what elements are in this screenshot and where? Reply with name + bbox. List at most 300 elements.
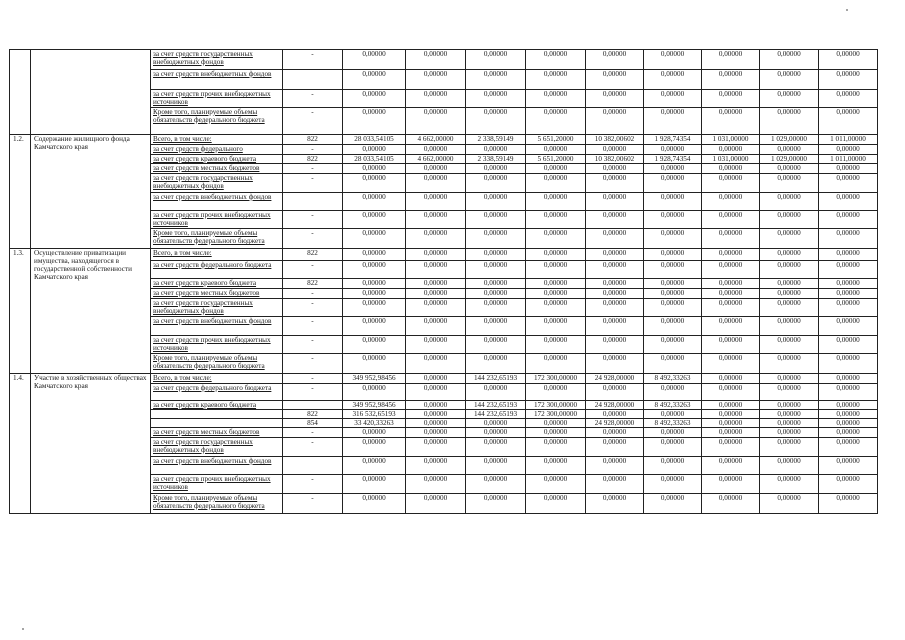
item-name: Содержание жилищного фонда Камчатского края	[31, 135, 151, 249]
amount-cell: 0,00000	[466, 317, 526, 336]
table-row	[10, 135, 878, 145]
funding-source: Кроме того, планируемые объемы обязательств федерального бюджета	[151, 494, 283, 514]
funding-source: за счет средств внебюджетных фондов	[151, 70, 283, 90]
amount-cell: 0,00000	[406, 90, 466, 108]
scan-speck	[846, 9, 848, 11]
amount-cell: 0,00000	[760, 438, 819, 457]
amount-cell: 0,00000	[702, 211, 760, 229]
funding-source: Кроме того, планируемые объемы обязательств федерального бюджета	[151, 108, 283, 135]
amount-cell: 0,00000	[760, 249, 819, 261]
amount-cell: 0,00000	[406, 50, 466, 70]
amount-cell: 0,00000	[406, 336, 466, 354]
amount-cell: 0,00000	[644, 494, 702, 514]
amount-cell: 0,00000	[406, 457, 466, 475]
amount-cell: 0,00000	[644, 384, 702, 401]
amount-cell: 1 928,74354	[644, 155, 702, 164]
funding-source: за счет средств местных бюджетов	[151, 428, 283, 438]
amount-cell: 0,00000	[586, 249, 644, 261]
amount-cell: 0,00000	[343, 438, 406, 457]
amount-cell: 0,00000	[586, 164, 644, 174]
amount-cell: 0,00000	[526, 299, 586, 317]
amount-cell: 0,00000	[466, 261, 526, 279]
amount-cell: 0,00000	[586, 494, 644, 514]
budget-code: -	[283, 374, 343, 384]
amount-cell: 0,00000	[819, 70, 878, 90]
amount-cell: 0,00000	[819, 174, 878, 193]
amount-cell: 0,00000	[466, 70, 526, 90]
amount-cell: 0,00000	[466, 289, 526, 299]
amount-cell: 0,00000	[702, 384, 760, 401]
amount-cell: 0,00000	[406, 317, 466, 336]
funding-source: за счет средств краевого бюджета	[151, 401, 283, 410]
amount-cell: 0,00000	[406, 401, 466, 410]
budget-code: -	[283, 261, 343, 279]
amount-cell: 0,00000	[343, 384, 406, 401]
amount-cell: 0,00000	[819, 475, 878, 494]
amount-cell: 0,00000	[343, 145, 406, 155]
amount-cell: 0,00000	[406, 374, 466, 384]
budget-code: -	[283, 336, 343, 354]
amount-cell: 0,00000	[760, 211, 819, 229]
amount-cell: 0,00000	[343, 90, 406, 108]
amount-cell: 1 928,74354	[644, 135, 702, 145]
amount-cell: 0,00000	[702, 317, 760, 336]
amount-cell: 0,00000	[526, 354, 586, 374]
budget-allocation-table	[9, 49, 878, 514]
amount-cell: 0,00000	[760, 384, 819, 401]
amount-cell: 0,00000	[760, 401, 819, 410]
amount-cell: 0,00000	[526, 145, 586, 155]
budget-code: 822	[283, 410, 343, 419]
budget-code: -	[283, 174, 343, 193]
funding-source: Кроме того, планируемые объемы обязательств федерального бюджета	[151, 354, 283, 374]
amount-cell: 144 232,65193	[466, 410, 526, 419]
amount-cell: 0,00000	[644, 289, 702, 299]
amount-cell: 0,00000	[760, 164, 819, 174]
budget-code	[283, 457, 343, 475]
amount-cell: 0,00000	[466, 428, 526, 438]
amount-cell: 0,00000	[586, 50, 644, 70]
amount-cell: 0,00000	[586, 457, 644, 475]
amount-cell: 1 011,00000	[819, 155, 878, 164]
budget-code: 822	[283, 155, 343, 164]
amount-cell: 0,00000	[760, 354, 819, 374]
amount-cell: 1 031,00000	[702, 135, 760, 145]
amount-cell: 4 662,00000	[406, 135, 466, 145]
amount-cell: 0,00000	[406, 354, 466, 374]
table-row	[10, 249, 878, 261]
amount-cell: 0,00000	[819, 419, 878, 428]
amount-cell: 0,00000	[702, 289, 760, 299]
amount-cell: 0,00000	[343, 289, 406, 299]
amount-cell: 28 033,54105	[343, 135, 406, 145]
budget-code: -	[283, 317, 343, 336]
amount-cell: 0,00000	[466, 164, 526, 174]
amount-cell: 1 029,00000	[760, 155, 819, 164]
amount-cell: 0,00000	[526, 419, 586, 428]
amount-cell: 0,00000	[819, 50, 878, 70]
amount-cell: 0,00000	[644, 428, 702, 438]
amount-cell: 0,00000	[644, 457, 702, 475]
funding-source: за счет средств прочих внебюджетных источников	[151, 336, 283, 354]
amount-cell: 0,00000	[760, 279, 819, 289]
amount-cell: 0,00000	[343, 164, 406, 174]
amount-cell: 0,00000	[644, 193, 702, 211]
amount-cell: 5 651,20000	[526, 135, 586, 145]
amount-cell: 4 662,00000	[406, 155, 466, 164]
table-row	[10, 374, 878, 384]
amount-cell: 0,00000	[466, 279, 526, 289]
amount-cell: 0,00000	[819, 317, 878, 336]
item-number: 1.3.	[10, 249, 31, 374]
budget-code: -	[283, 229, 343, 249]
funding-source: Всего, в том числе:	[151, 249, 283, 261]
amount-cell: 0,00000	[526, 317, 586, 336]
amount-cell: 0,00000	[760, 336, 819, 354]
amount-cell: 0,00000	[586, 193, 644, 211]
amount-cell: 0,00000	[466, 145, 526, 155]
amount-cell: 0,00000	[586, 384, 644, 401]
funding-source: за счет средств государственных внебюджетных фондов	[151, 299, 283, 317]
amount-cell: 0,00000	[702, 261, 760, 279]
amount-cell: 0,00000	[819, 249, 878, 261]
amount-cell: 0,00000	[526, 70, 586, 90]
amount-cell: 0,00000	[644, 174, 702, 193]
amount-cell: 0,00000	[644, 211, 702, 229]
amount-cell: 0,00000	[760, 475, 819, 494]
funding-source: за счет средств местных бюджетов	[151, 164, 283, 174]
amount-cell: 0,00000	[406, 494, 466, 514]
funding-source: за счет средств местных бюджетов	[151, 289, 283, 299]
amount-cell: 0,00000	[586, 70, 644, 90]
amount-cell: 0,00000	[343, 279, 406, 289]
funding-source: Всего, в том числе:	[151, 135, 283, 145]
amount-cell: 0,00000	[760, 174, 819, 193]
amount-cell: 0,00000	[702, 457, 760, 475]
amount-cell: 0,00000	[819, 428, 878, 438]
item-name: Осуществление приватизации имущества, находящегося в государственной собственности Камчатского края	[31, 249, 151, 374]
budget-code: -	[283, 354, 343, 374]
amount-cell: 0,00000	[644, 261, 702, 279]
amount-cell: 0,00000	[702, 108, 760, 135]
amount-cell: 2 338,59149	[466, 135, 526, 145]
amount-cell: 0,00000	[702, 374, 760, 384]
amount-cell: 0,00000	[586, 410, 644, 419]
amount-cell: 0,00000	[526, 229, 586, 249]
amount-cell: 0,00000	[586, 289, 644, 299]
amount-cell: 0,00000	[819, 211, 878, 229]
amount-cell: 0,00000	[343, 299, 406, 317]
amount-cell: 0,00000	[702, 475, 760, 494]
amount-cell: 0,00000	[760, 50, 819, 70]
amount-cell: 0,00000	[760, 70, 819, 90]
amount-cell: 0,00000	[702, 401, 760, 410]
amount-cell: 0,00000	[819, 374, 878, 384]
funding-source: Кроме того, планируемые объемы обязательств федерального бюджета	[151, 229, 283, 249]
amount-cell: 0,00000	[586, 336, 644, 354]
funding-source: за счет средств федерального бюджета	[151, 384, 283, 401]
budget-code: -	[283, 211, 343, 229]
amount-cell: 0,00000	[406, 475, 466, 494]
amount-cell: 0,00000	[466, 419, 526, 428]
amount-cell: 172 300,00000	[526, 374, 586, 384]
amount-cell: 0,00000	[819, 90, 878, 108]
budget-code	[283, 70, 343, 90]
amount-cell: 0,00000	[644, 145, 702, 155]
amount-cell: 0,00000	[586, 354, 644, 374]
funding-source: за счет средств государственных внебюджетных фондов	[151, 174, 283, 193]
amount-cell: 0,00000	[760, 108, 819, 135]
amount-cell: 0,00000	[466, 438, 526, 457]
amount-cell: 0,00000	[586, 428, 644, 438]
amount-cell: 0,00000	[466, 494, 526, 514]
amount-cell: 0,00000	[526, 249, 586, 261]
amount-cell: 349 952,98456	[343, 401, 406, 410]
amount-cell: 0,00000	[586, 211, 644, 229]
amount-cell: 144 232,65193	[466, 401, 526, 410]
amount-cell: 0,00000	[466, 384, 526, 401]
amount-cell: 0,00000	[819, 145, 878, 155]
funding-source	[151, 419, 283, 428]
amount-cell: 0,00000	[526, 261, 586, 279]
amount-cell: 0,00000	[343, 174, 406, 193]
amount-cell: 0,00000	[466, 336, 526, 354]
amount-cell: 0,00000	[526, 108, 586, 135]
amount-cell: 0,00000	[702, 279, 760, 289]
amount-cell: 0,00000	[760, 229, 819, 249]
amount-cell: 24 928,00000	[586, 401, 644, 410]
amount-cell: 144 232,65193	[466, 374, 526, 384]
amount-cell: 0,00000	[644, 354, 702, 374]
amount-cell: 0,00000	[644, 90, 702, 108]
budget-code: 822	[283, 135, 343, 145]
amount-cell: 0,00000	[819, 279, 878, 289]
funding-source: за счет средств государственных внебюджетных фондов	[151, 438, 283, 457]
amount-cell: 316 532,65193	[343, 410, 406, 419]
amount-cell: 0,00000	[526, 50, 586, 70]
amount-cell: 0,00000	[819, 289, 878, 299]
amount-cell: 0,00000	[526, 336, 586, 354]
amount-cell: 0,00000	[644, 249, 702, 261]
amount-cell: 0,00000	[819, 438, 878, 457]
funding-source	[151, 410, 283, 419]
amount-cell: 0,00000	[526, 90, 586, 108]
budget-code: 854	[283, 419, 343, 428]
amount-cell: 0,00000	[466, 50, 526, 70]
amount-cell: 0,00000	[819, 354, 878, 374]
amount-cell: 8 492,33263	[644, 374, 702, 384]
scan-speck	[22, 628, 24, 630]
budget-code: -	[283, 299, 343, 317]
amount-cell: 0,00000	[526, 457, 586, 475]
amount-cell: 0,00000	[343, 193, 406, 211]
amount-cell: 0,00000	[819, 164, 878, 174]
amount-cell: 0,00000	[644, 438, 702, 457]
amount-cell: 0,00000	[644, 279, 702, 289]
amount-cell: 8 492,33263	[644, 401, 702, 410]
amount-cell: 0,00000	[819, 229, 878, 249]
item-number: 1.4.	[10, 374, 31, 514]
amount-cell: 0,00000	[586, 90, 644, 108]
amount-cell: 0,00000	[702, 229, 760, 249]
amount-cell: 0,00000	[819, 299, 878, 317]
amount-cell: 0,00000	[760, 299, 819, 317]
amount-cell: 0,00000	[343, 428, 406, 438]
amount-cell: 0,00000	[406, 279, 466, 289]
amount-cell: 0,00000	[760, 289, 819, 299]
amount-cell: 0,00000	[526, 475, 586, 494]
amount-cell: 0,00000	[466, 90, 526, 108]
amount-cell: 0,00000	[526, 384, 586, 401]
amount-cell: 0,00000	[760, 90, 819, 108]
item-number: 1.2.	[10, 135, 31, 249]
amount-cell: 0,00000	[644, 70, 702, 90]
amount-cell: 10 382,00602	[586, 155, 644, 164]
budget-code: -	[283, 108, 343, 135]
funding-source: за счет средств государственных внебюджетных фондов	[151, 50, 283, 70]
amount-cell: 0,00000	[343, 354, 406, 374]
amount-cell: 0,00000	[466, 174, 526, 193]
budget-code: -	[283, 475, 343, 494]
funding-source: за счет средств прочих внебюджетных источников	[151, 475, 283, 494]
amount-cell: 0,00000	[702, 90, 760, 108]
amount-cell: 0,00000	[586, 229, 644, 249]
amount-cell: 0,00000	[702, 50, 760, 70]
item-name	[31, 50, 151, 135]
amount-cell: 0,00000	[526, 174, 586, 193]
amount-cell: 0,00000	[406, 438, 466, 457]
amount-cell: 0,00000	[702, 438, 760, 457]
amount-cell: 0,00000	[466, 193, 526, 211]
amount-cell: 0,00000	[819, 457, 878, 475]
amount-cell: 0,00000	[644, 229, 702, 249]
amount-cell: 0,00000	[343, 475, 406, 494]
amount-cell: 0,00000	[760, 428, 819, 438]
amount-cell: 0,00000	[702, 428, 760, 438]
amount-cell: 0,00000	[406, 211, 466, 229]
amount-cell: 1 011,00000	[819, 135, 878, 145]
amount-cell: 0,00000	[586, 475, 644, 494]
amount-cell: 24 928,00000	[586, 374, 644, 384]
amount-cell: 0,00000	[586, 279, 644, 289]
amount-cell: 0,00000	[819, 384, 878, 401]
budget-code: -	[283, 438, 343, 457]
amount-cell: 0,00000	[644, 108, 702, 135]
amount-cell: 0,00000	[406, 384, 466, 401]
amount-cell: 0,00000	[343, 457, 406, 475]
amount-cell: 0,00000	[586, 438, 644, 457]
amount-cell: 0,00000	[702, 70, 760, 90]
amount-cell: 0,00000	[644, 336, 702, 354]
amount-cell: 0,00000	[702, 164, 760, 174]
amount-cell: 0,00000	[702, 410, 760, 419]
amount-cell: 0,00000	[526, 494, 586, 514]
amount-cell: 0,00000	[343, 249, 406, 261]
amount-cell: 0,00000	[526, 428, 586, 438]
amount-cell: 0,00000	[702, 174, 760, 193]
amount-cell: 0,00000	[702, 336, 760, 354]
amount-cell: 0,00000	[526, 289, 586, 299]
amount-cell: 0,00000	[702, 249, 760, 261]
amount-cell: 0,00000	[406, 419, 466, 428]
amount-cell: 0,00000	[702, 494, 760, 514]
amount-cell: 0,00000	[760, 410, 819, 419]
amount-cell: 0,00000	[406, 108, 466, 135]
amount-cell: 172 300,00000	[526, 401, 586, 410]
amount-cell: 172 300,00000	[526, 410, 586, 419]
amount-cell: 0,00000	[526, 279, 586, 289]
amount-cell: 0,00000	[406, 249, 466, 261]
amount-cell: 0,00000	[406, 70, 466, 90]
budget-code: -	[283, 145, 343, 155]
budget-code	[283, 193, 343, 211]
amount-cell: 0,00000	[760, 494, 819, 514]
amount-cell: 2 338,59149	[466, 155, 526, 164]
amount-cell: 0,00000	[644, 299, 702, 317]
amount-cell: 0,00000	[466, 249, 526, 261]
amount-cell: 0,00000	[819, 261, 878, 279]
budget-code: -	[283, 164, 343, 174]
funding-source: за счет средств внебюджетных фондов	[151, 457, 283, 475]
amount-cell: 0,00000	[406, 289, 466, 299]
amount-cell: 1 029,00000	[760, 135, 819, 145]
amount-cell: 0,00000	[466, 229, 526, 249]
amount-cell: 0,00000	[702, 419, 760, 428]
amount-cell: 0,00000	[466, 475, 526, 494]
amount-cell: 0,00000	[526, 438, 586, 457]
funding-source: за счет средств прочих внебюджетных источников	[151, 90, 283, 108]
amount-cell: 0,00000	[343, 336, 406, 354]
table-row	[10, 50, 878, 70]
budget-code: -	[283, 50, 343, 70]
amount-cell: 0,00000	[406, 261, 466, 279]
amount-cell: 28 033,54105	[343, 155, 406, 164]
amount-cell: 0,00000	[760, 419, 819, 428]
budget-table-sheet	[9, 49, 877, 514]
amount-cell: 0,00000	[343, 70, 406, 90]
budget-code: 822	[283, 279, 343, 289]
amount-cell: 5 651,20000	[526, 155, 586, 164]
amount-cell: 0,00000	[644, 50, 702, 70]
amount-cell: 0,00000	[466, 299, 526, 317]
budget-code: -	[283, 428, 343, 438]
amount-cell: 0,00000	[466, 457, 526, 475]
amount-cell: 0,00000	[343, 494, 406, 514]
amount-cell: 0,00000	[406, 428, 466, 438]
budget-code: -	[283, 494, 343, 514]
item-number	[10, 50, 31, 135]
amount-cell: 0,00000	[760, 261, 819, 279]
amount-cell: 0,00000	[644, 475, 702, 494]
funding-source: за счет средств федерального бюджета	[151, 261, 283, 279]
amount-cell: 0,00000	[406, 410, 466, 419]
amount-cell: 0,00000	[819, 401, 878, 410]
funding-source: Всего, в том числе:	[151, 374, 283, 384]
amount-cell: 0,00000	[343, 211, 406, 229]
amount-cell: 0,00000	[760, 145, 819, 155]
amount-cell: 0,00000	[406, 174, 466, 193]
amount-cell: 0,00000	[644, 164, 702, 174]
amount-cell: 0,00000	[819, 494, 878, 514]
amount-cell: 0,00000	[644, 317, 702, 336]
funding-source: за счет средств прочих внебюджетных источников	[151, 211, 283, 229]
amount-cell: 0,00000	[644, 410, 702, 419]
amount-cell: 0,00000	[526, 193, 586, 211]
amount-cell: 349 952,98456	[343, 374, 406, 384]
budget-code: -	[283, 289, 343, 299]
budget-code: -	[283, 384, 343, 401]
amount-cell: 0,00000	[343, 50, 406, 70]
